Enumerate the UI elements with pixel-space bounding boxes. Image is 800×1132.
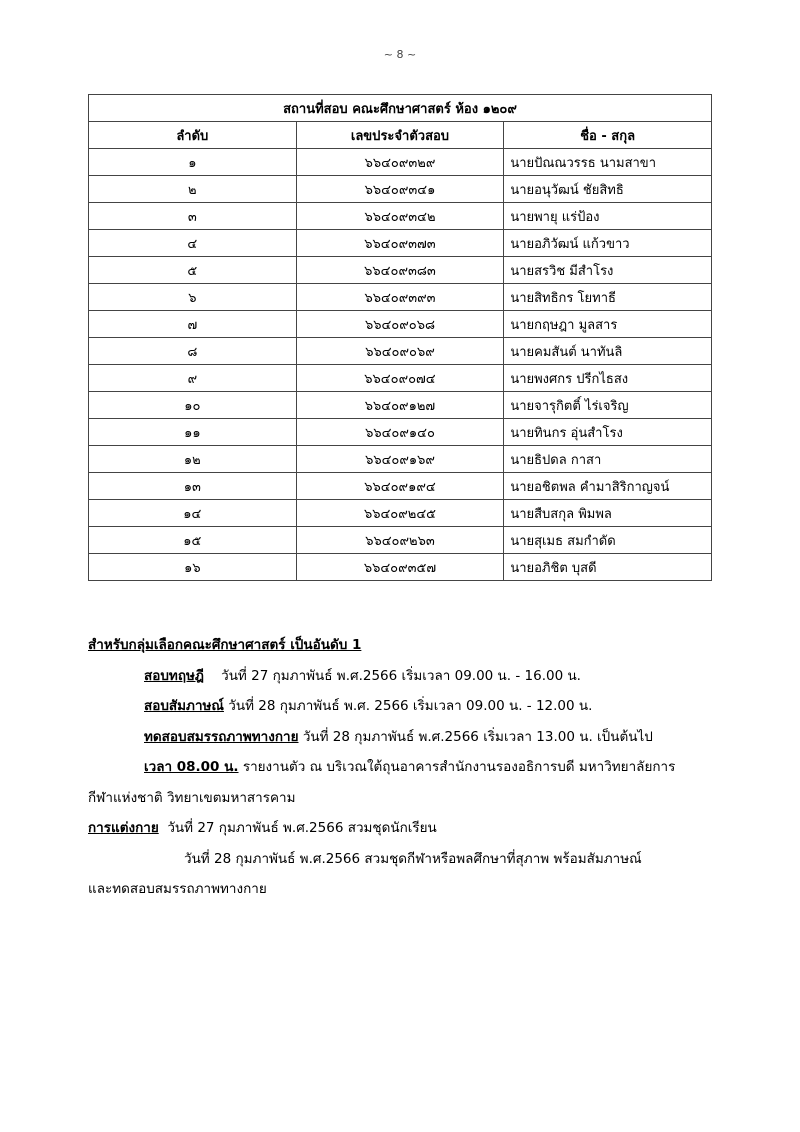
row-full-name: นายอนุวัฒน์ ชัยสิทธิ	[504, 176, 712, 203]
row-full-name: นายธิปดล กาสา	[504, 446, 712, 473]
dress-text-1: วันที่ 27 กุมภาพันธ์ พ.ศ.2566 สวมชุดนักเรียน	[167, 820, 437, 836]
report-time-label: เวลา 08.00 น.	[144, 759, 239, 775]
table-row	[89, 311, 712, 338]
table-row	[89, 419, 712, 446]
dress-line-2	[88, 844, 728, 875]
table-row	[89, 176, 712, 203]
header-order: ลำดับ	[89, 122, 297, 149]
row-full-name: นายอภิชิต บุสดี	[504, 554, 712, 581]
report-time-line	[88, 752, 728, 783]
table-row	[89, 230, 712, 257]
table-row	[89, 338, 712, 365]
table-row	[89, 365, 712, 392]
row-full-name: นายจารุกิตติ์ ไร่เจริญ	[504, 392, 712, 419]
table-row	[89, 392, 712, 419]
report-time-line-cont	[88, 783, 728, 814]
row-full-name: นายพายุ แร่ป้อง	[504, 203, 712, 230]
exam-room-table	[88, 94, 712, 581]
row-order: ๑๕	[89, 527, 297, 554]
row-full-name: นายสรวิช มีสำโรง	[504, 257, 712, 284]
header-exam-id: เลขประจำตัวสอบ	[296, 122, 504, 149]
row-exam-id: ๖๖๔๐๙๓๘๓	[296, 257, 504, 284]
row-exam-id: ๖๖๔๐๙๒๖๓	[296, 527, 504, 554]
row-exam-id: ๖๖๔๐๙๓๔๒	[296, 203, 504, 230]
row-exam-id: ๖๖๔๐๙๓๙๓	[296, 284, 504, 311]
header-full-name: ชื่อ - สกุล	[504, 122, 712, 149]
row-order: ๘	[89, 338, 297, 365]
table-row	[89, 203, 712, 230]
row-exam-id: ๖๖๔๐๙๑๔๐	[296, 419, 504, 446]
row-order: ๗	[89, 311, 297, 338]
page-number: ~ 8 ~	[383, 48, 417, 61]
row-full-name: นายอชิตพล คำมาสิริกาญจน์	[504, 473, 712, 500]
report-time-text: รายงานตัว ณ บริเวณใต้ถุนอาคารสำนักงานรองอธิการบดี มหาวิทยาลัยการ	[242, 759, 676, 775]
theory-text: วันที่ 27 กุมภาพันธ์ พ.ศ.2566 เริ่มเวลา 09.00 น. - 16.00 น.	[221, 667, 581, 684]
table-row	[89, 257, 712, 284]
row-order: ๖	[89, 284, 297, 311]
row-exam-id: ๖๖๔๐๙๓๕๗	[296, 554, 504, 581]
notes-heading-line	[88, 630, 728, 661]
row-order: ๓	[89, 203, 297, 230]
row-full-name: นายสุเมธ สมกำดัด	[504, 527, 712, 554]
table-row	[89, 446, 712, 473]
dress-line-1	[88, 813, 728, 844]
row-order: ๑๔	[89, 500, 297, 527]
table-body	[89, 149, 712, 581]
row-full-name: นายอภิวัฒน์ แก้วขาว	[504, 230, 712, 257]
interview-label: สอบสัมภาษณ์	[144, 698, 224, 714]
row-exam-id: ๖๖๔๐๙๓๗๓	[296, 230, 504, 257]
fitness-line	[88, 722, 728, 753]
row-full-name: นายปัณณวรรธ นามสาขา	[504, 149, 712, 176]
table-row	[89, 149, 712, 176]
exam-notes	[88, 630, 728, 905]
interview-line	[88, 691, 728, 722]
table-row	[89, 554, 712, 581]
dress-line-2-cont	[88, 874, 728, 905]
row-order: ๑๖	[89, 554, 297, 581]
row-order: ๑๒	[89, 446, 297, 473]
row-full-name: นายสืบสกุล พิมพล	[504, 500, 712, 527]
fitness-label: ทดสอบสมรรถภาพทางกาย	[144, 728, 299, 745]
table-title: สถานที่สอบ คณะศึกษาศาสตร์ ห้อง ๑๒๐๙	[89, 95, 712, 122]
row-order: ๙	[89, 365, 297, 392]
row-order: ๑๐	[89, 392, 297, 419]
table-row	[89, 284, 712, 311]
row-exam-id: ๖๖๔๐๙๐๗๔	[296, 365, 504, 392]
row-order: ๑	[89, 149, 297, 176]
row-exam-id: ๖๖๔๐๙๓๔๑	[296, 176, 504, 203]
row-exam-id: ๖๖๔๐๙๐๖๙	[296, 338, 504, 365]
row-exam-id: ๖๖๔๐๙๐๖๘	[296, 311, 504, 338]
theory-label: สอบทฤษฎี	[144, 667, 204, 684]
row-exam-id: ๖๖๔๐๙๑๖๙	[296, 446, 504, 473]
row-order: ๑๓	[89, 473, 297, 500]
row-order: ๑๑	[89, 419, 297, 446]
row-exam-id: ๖๖๔๐๙๓๒๙	[296, 149, 504, 176]
table-row	[89, 527, 712, 554]
dress-text-2-cont: และทดสอบสมรรถภาพทางกาย	[88, 881, 267, 897]
row-full-name: นายคมสันต์ นาทันลิ	[504, 338, 712, 365]
report-time-text-cont: กีฬาแห่งชาติ วิทยาเขตมหาสารคาม	[88, 789, 296, 806]
theory-line	[88, 661, 728, 692]
dress-text-2: วันที่ 28 กุมภาพันธ์ พ.ศ.2566 สวมชุดกีฬาหรือพลศึกษาที่สุภาพ พร้อมสัมภาษณ์	[184, 850, 642, 867]
row-full-name: นายสิทธิกร โยทาธี	[504, 284, 712, 311]
row-order: ๒	[89, 176, 297, 203]
table-row	[89, 473, 712, 500]
row-exam-id: ๖๖๔๐๙๒๔๕	[296, 500, 504, 527]
row-exam-id: ๖๖๔๐๙๑๙๔	[296, 473, 504, 500]
row-order: ๕	[89, 257, 297, 284]
row-exam-id: ๖๖๔๐๙๑๒๗	[296, 392, 504, 419]
table-row	[89, 500, 712, 527]
row-full-name: นายพงศกร ปรีกไธสง	[504, 365, 712, 392]
interview-text: วันที่ 28 กุมภาพันธ์ พ.ศ. 2566 เริ่มเวลา 09.00 น. - 12.00 น.	[228, 698, 593, 714]
dress-label: การแต่งกาย	[88, 820, 159, 836]
notes-heading: สำหรับกลุ่มเลือกคณะศึกษาศาสตร์ เป็นอันดับ 1	[88, 637, 362, 653]
fitness-text: วันที่ 28 กุมภาพันธ์ พ.ศ.2566 เริ่มเวลา 13.00 น. เป็นต้นไป	[302, 728, 653, 745]
row-full-name: นายกฤษฎา มูลสาร	[504, 311, 712, 338]
row-order: ๔	[89, 230, 297, 257]
row-full-name: นายทินกร อุ่นสำโรง	[504, 419, 712, 446]
